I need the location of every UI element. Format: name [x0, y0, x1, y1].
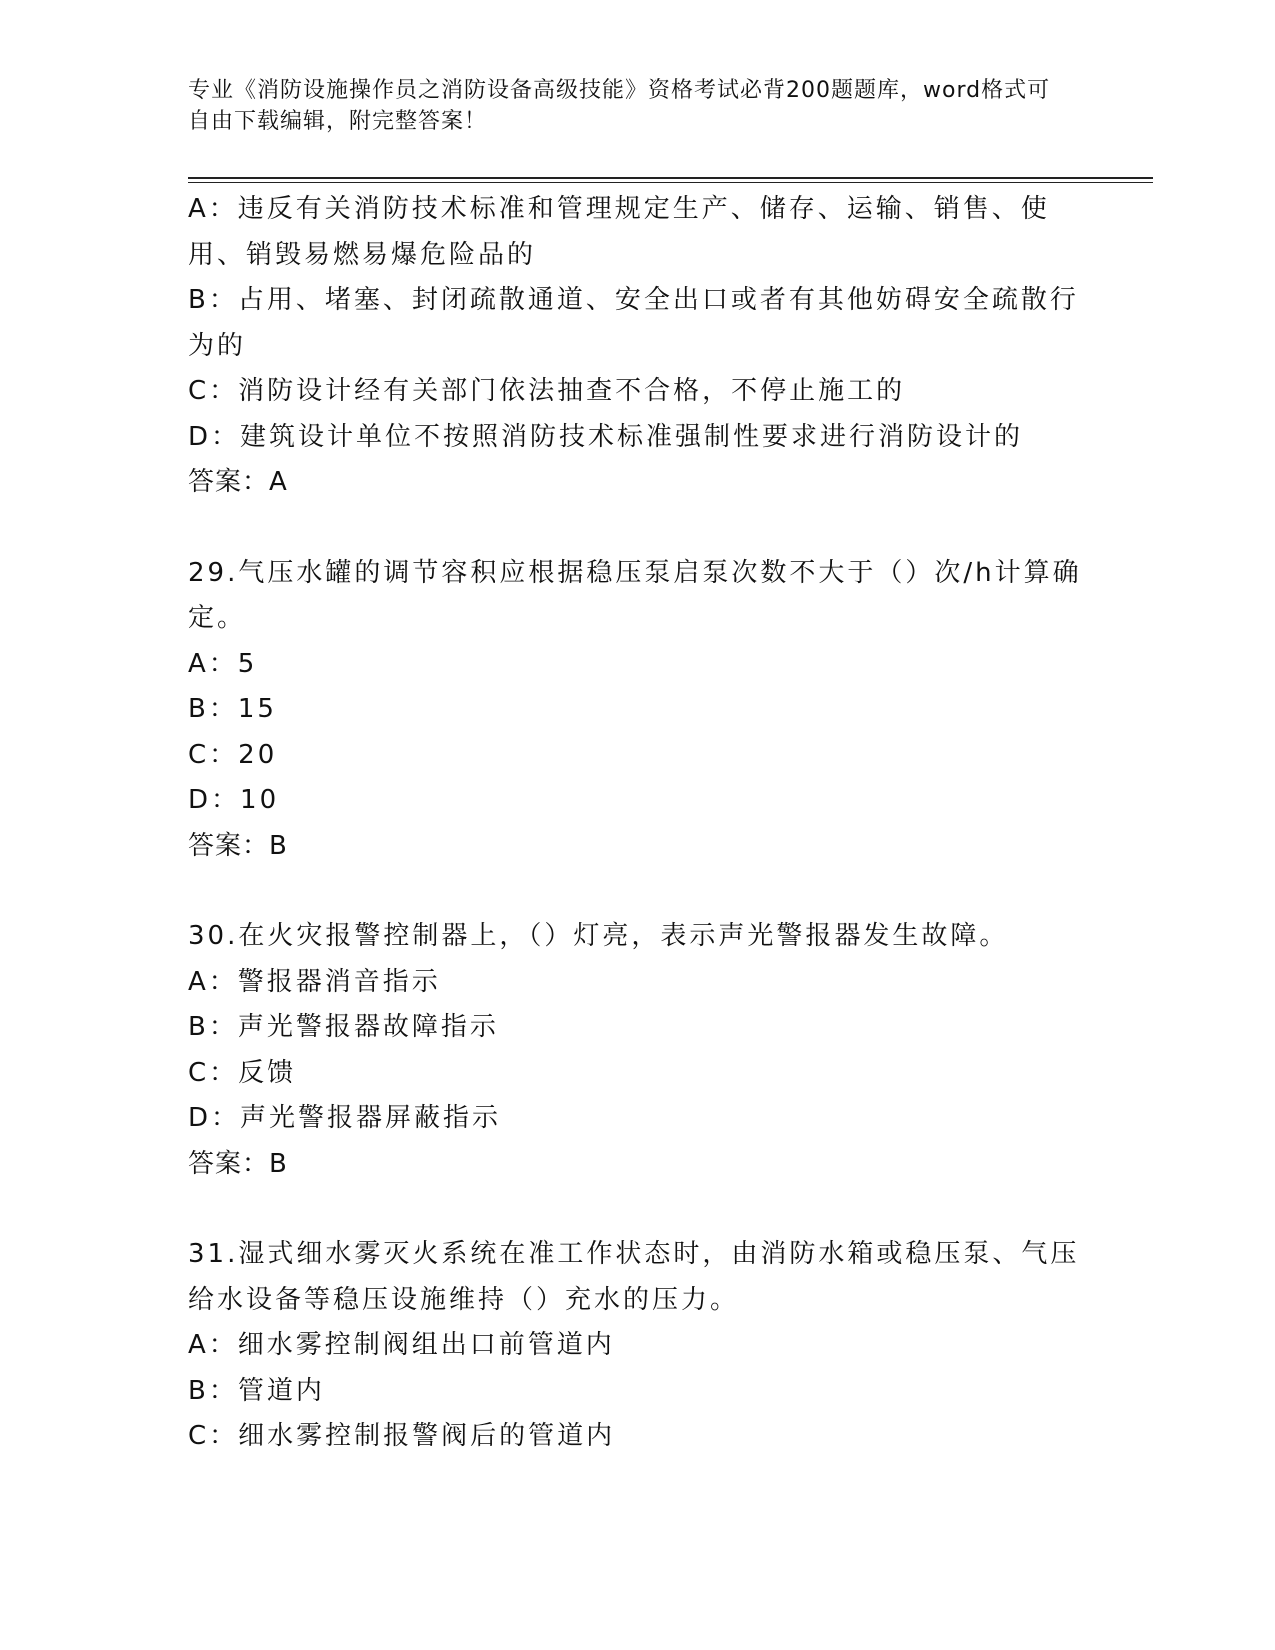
option-c: C：20 — [188, 739, 278, 770]
document-header-title: 专业《消防设施操作员之消防设备高级技能》资格考试必背200题题库，word格式可自由下载编辑，附完整答案！ — [188, 78, 1051, 134]
question-content — [188, 187, 1088, 1460]
question-stem-31: 31.湿式细水雾灭火系统在准工作状态时，由消防水箱或稳压泵、气压给水设备等稳压设施维持（）充水的压力。 — [188, 1239, 1080, 1315]
option-a: A：违反有关消防技术标准和管理规定生产、储存、运输、销售、使用、销毁易燃易爆危险品的 — [188, 194, 1050, 270]
option-d: D：10 — [188, 785, 280, 815]
option-d: D：声光警报器屏蔽指示 — [188, 1103, 502, 1133]
question-spacer — [188, 869, 1088, 914]
answer-line: 答案：B — [188, 1148, 288, 1179]
option-a: A：5 — [188, 648, 258, 679]
question-stem-30: 30.在火灾报警控制器上，（）灯亮，表示声光警报器发生故障。 — [188, 921, 1009, 951]
answer-line: 答案：B — [188, 830, 288, 861]
question-spacer — [188, 506, 1088, 551]
header-divider-thin — [188, 182, 1153, 183]
option-b: B：声光警报器故障指示 — [188, 1012, 499, 1042]
question-stem-29: 29.气压水罐的调节容积应根据稳压泵启泵次数不大于（）次/h计算确定。 — [188, 557, 1082, 633]
question-spacer — [188, 1187, 1088, 1232]
option-b: B：占用、堵塞、封闭疏散通道、安全出口或者有其他妨碍安全疏散行为的 — [188, 285, 1079, 361]
option-c: C：反馈 — [188, 1057, 297, 1088]
answer-line: 答案：A — [188, 467, 288, 497]
option-b: B：管道内 — [188, 1375, 325, 1406]
option-d: D：建筑设计单位不按照消防技术标准强制性要求进行消防设计的 — [188, 421, 1024, 452]
option-a: A：细水雾控制阀组出口前管道内 — [188, 1330, 615, 1360]
option-a: A：警报器消音指示 — [188, 966, 441, 997]
option-b: B：15 — [188, 694, 277, 724]
header-divider-thick — [188, 177, 1153, 179]
option-c: C：细水雾控制报警阀后的管道内 — [188, 1421, 616, 1451]
option-c: C：消防设计经有关部门依法抽查不合格，不停止施工的 — [188, 376, 906, 406]
